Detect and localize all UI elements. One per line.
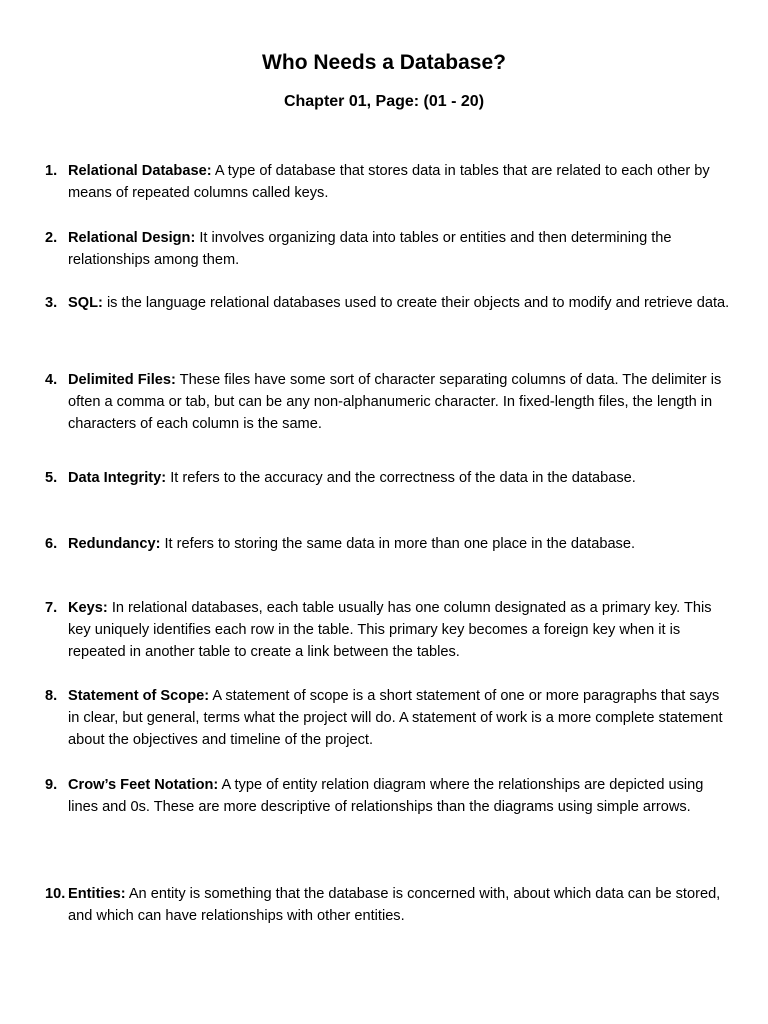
list-item	[45, 774, 730, 818]
document-title: Who Needs a Database?	[262, 51, 506, 74]
item-term: Redundancy:	[68, 536, 161, 552]
item-number: 2.	[45, 230, 58, 246]
item-term: SQL:	[68, 295, 103, 311]
item-number: 10.	[45, 886, 66, 902]
item-term: Keys:	[68, 600, 108, 616]
list-item	[45, 467, 730, 489]
item-number: 1.	[45, 163, 58, 179]
item-number: 9.	[45, 777, 58, 793]
item-definition: It refers to the accuracy and the correctness of the data in the database.	[170, 470, 636, 486]
item-definition: These files have some sort of character separating columns of data. The delimiter is often a comma or tab, but can be any non-alphanumeric character. In fixed-length files, the length in characters of each column is the same.	[68, 372, 722, 432]
item-term: Relational Design:	[68, 230, 196, 246]
list-item	[45, 369, 730, 435]
item-term: Relational Database:	[68, 163, 212, 179]
list-item	[45, 883, 730, 927]
item-definition: A statement of scope is a short statement of one or more paragraphs that says in clear, but general, terms what the project will do. A statement of work is a more complete statement about the objectives and timeline of the project.	[68, 688, 723, 748]
item-definition: It involves organizing data into tables or entities and then determining the relationships among them.	[68, 230, 672, 268]
item-number: 7.	[45, 600, 58, 616]
item-definition: An entity is something that the database is concerned with, about which data can be stored, and which can have relationships with other entities.	[68, 886, 721, 924]
item-definition: A type of entity relation diagram where the relationships are depicted using lines and 0s. These are more descriptive of relationships than the diagrams using simple arrows.	[68, 777, 704, 815]
item-term: Entities:	[68, 886, 126, 902]
document-subtitle: Chapter 01, Page: (01 - 20)	[283, 93, 485, 110]
list-item	[45, 227, 730, 271]
list-item	[45, 160, 730, 204]
list-item	[45, 533, 730, 555]
item-term: Delimited Files:	[68, 372, 176, 388]
list-item	[45, 597, 730, 663]
item-number: 5.	[45, 470, 58, 486]
item-term: Statement of Scope:	[68, 688, 210, 704]
list-item	[45, 685, 730, 751]
item-number: 4.	[45, 372, 58, 388]
item-definition: A type of database that stores data in tables that are related to each other by means of repeated columns called keys.	[68, 163, 710, 201]
item-definition: It refers to storing the same data in more than one place in the database.	[164, 536, 636, 552]
item-definition: In relational databases, each table usually has one column designated as a primary key. This key uniquely identifies each row in the table. This primary key becomes a foreign key when it is repeated in another table to create a link between the tables.	[68, 600, 712, 660]
item-number: 3.	[45, 295, 58, 311]
item-number: 6.	[45, 536, 58, 552]
list-item	[45, 292, 730, 314]
item-term: Data Integrity:	[68, 470, 167, 486]
item-term: Crow’s Feet Notation:	[68, 777, 219, 793]
item-definition: is the language relational databases used to create their objects and to modify and retrieve data.	[106, 295, 730, 311]
item-number: 8.	[45, 688, 58, 704]
